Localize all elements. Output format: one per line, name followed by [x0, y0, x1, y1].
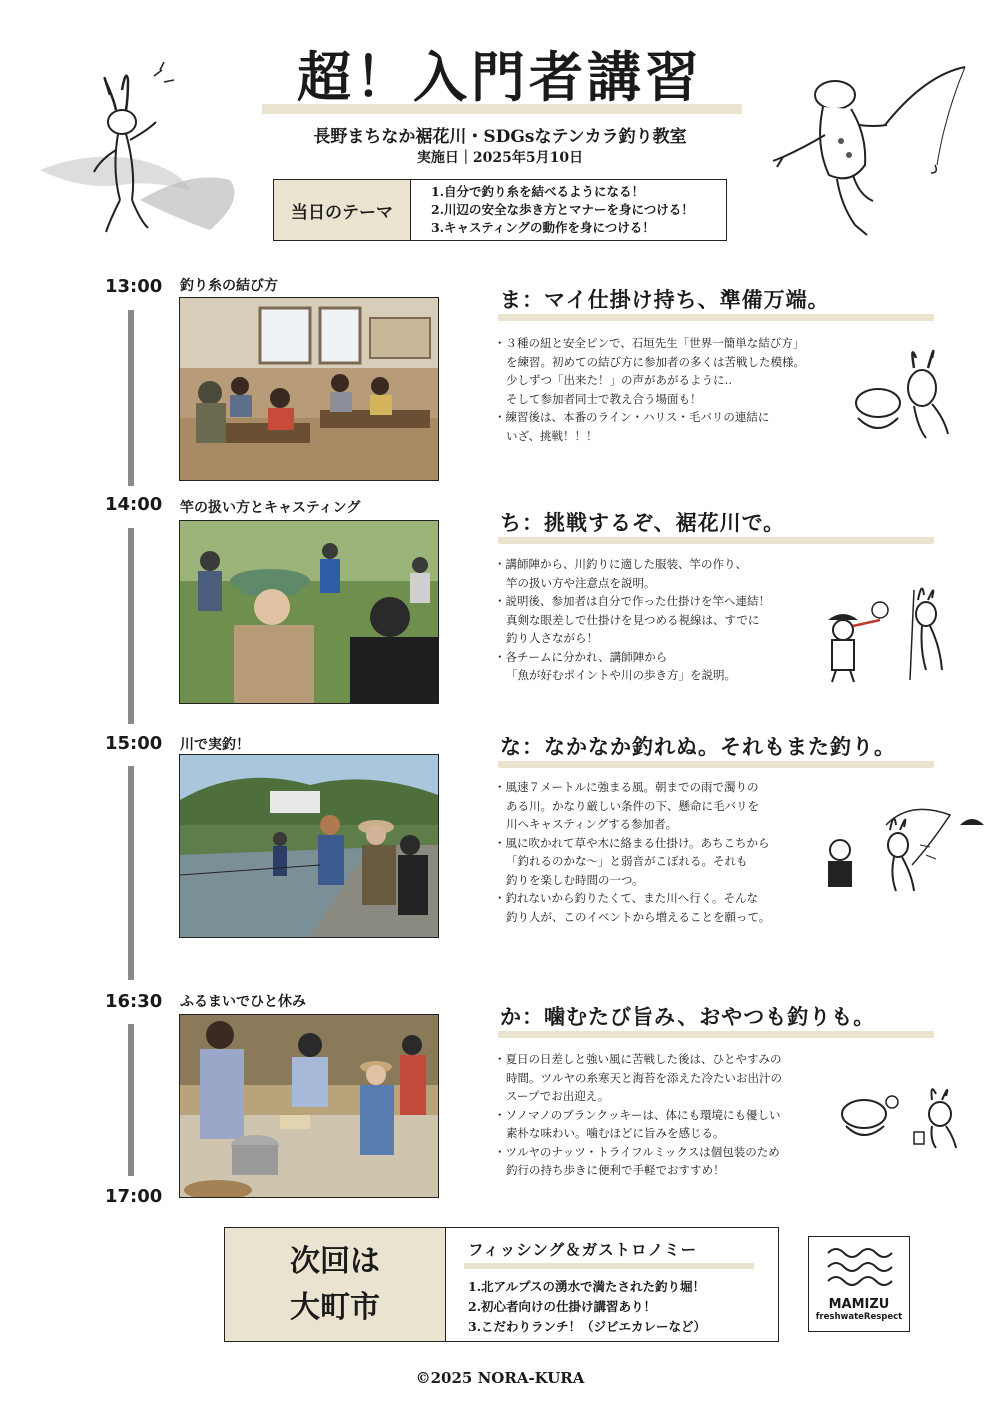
page-title: 超！入門者講習 — [297, 45, 703, 109]
section-label: 釣り糸の結び方 — [180, 278, 278, 294]
body-line: ・３種の紐と安全ピンで、石垣先生「世界一簡単な結び方」 — [494, 336, 805, 350]
next-event-list — [468, 1277, 754, 1337]
event-date: 実施日｜2025年5月10日 — [416, 150, 584, 166]
logo-tagline: freshwateRespect — [815, 1312, 903, 1322]
time-label: 14:00 — [105, 494, 163, 515]
timeline-bar — [128, 1024, 134, 1176]
theme-box — [273, 179, 727, 241]
fisherman-rabbit-sketch — [818, 580, 968, 685]
section-heading: ち：挑戦するぞ、裾花川で。 — [500, 510, 786, 535]
timeline-bar — [128, 528, 134, 724]
logo-name: MAMIZU — [828, 1297, 890, 1312]
next-event-details — [446, 1228, 754, 1341]
frog-illustration — [755, 55, 975, 245]
section-label: ふるまいでひと休み — [180, 994, 306, 1010]
theme-item: 3.キャスティングの動作を身につける！ — [431, 220, 655, 235]
photo-knot-practice — [179, 297, 439, 481]
body-line: 竿の扱い方や注意点を説明。 — [506, 575, 656, 590]
timeline-bar — [128, 766, 134, 980]
section-heading: ま：マイ仕掛け持ち、準備万端。 — [500, 287, 830, 312]
body-line: ・講師陣から、川釣りに適した服装、竿の作り、 — [494, 557, 747, 571]
mamizu-logo — [808, 1236, 910, 1332]
photo-snack-break — [179, 1014, 439, 1198]
wave-icon — [824, 1243, 894, 1291]
body-line: ある川。かなり厳しい条件の下、懸命に毛バリを — [506, 798, 759, 813]
next-event-heading: フィッシング＆ガストロノミー — [468, 1240, 698, 1259]
heading-underline — [498, 537, 934, 544]
body-line: ・練習後は、本番のライン・ハリス・毛バリの連結に — [494, 410, 770, 424]
body-line: を練習。初めての結び方に参加者の多くは苦戦した模様。 — [506, 354, 805, 369]
body-line: ・釣れないから釣りたくて、また川へ行く。そんな — [494, 891, 759, 905]
time-label: 17:00 — [105, 1186, 163, 1207]
section-body — [494, 1050, 834, 1180]
page-subtitle: 長野まちなか裾花川・SDGsなテンカラ釣り教室 — [313, 127, 687, 147]
body-line: ・風速７メートルに強まる風。朝までの雨で濁りの — [494, 780, 759, 794]
next-event-title — [225, 1228, 446, 1341]
section-body — [494, 778, 834, 926]
theme-item: 2.川辺の安全な歩き方とマナーを身につける！ — [431, 202, 694, 217]
time-label: 15:00 — [105, 733, 163, 754]
heading-underline — [464, 1263, 754, 1269]
body-line: 釣りを楽しむ時間の一つ。 — [506, 872, 644, 887]
section-label: 竿の扱い方とキャスティング — [180, 500, 361, 516]
heading-underline — [498, 1031, 934, 1038]
time-label: 16:30 — [105, 991, 163, 1012]
body-line: 素朴な味わい。噛むほどに旨みを感じる。 — [506, 1126, 725, 1140]
heading-underline — [498, 314, 934, 321]
next-event-city: 大町市 — [290, 1289, 380, 1325]
windy-rabbit-sketch — [820, 805, 990, 895]
section-heading: か：噛むたび旨み、おやつも釣りも。 — [500, 1004, 876, 1029]
section-heading: な：なかなか釣れぬ。それもまた釣り。 — [500, 734, 896, 759]
body-line: 時間。ツルヤの糸寒天と海苔を添えた冷たいお出汁の — [506, 1070, 782, 1085]
theme-label: 当日のテーマ — [274, 180, 411, 240]
snack-frog-rabbit-sketch — [836, 1082, 966, 1152]
section-body — [494, 555, 834, 685]
body-line: ・説明後、参加者は自分で作った仕掛けを竿へ連結！ — [494, 594, 770, 608]
body-line: ・夏日の日差しと強い風に苦戦した後は、ひとやすみの — [494, 1052, 782, 1066]
theme-item: 1.自分で釣り糸を結べるようになる！ — [431, 184, 645, 199]
next-event-item: 2.初心者向けの仕掛け講習あり！ — [468, 1299, 657, 1314]
body-line: 川へキャスティングする参加者。 — [506, 817, 678, 831]
photo-river-fishing — [179, 754, 439, 938]
copyright: ©2025 NORA-KURA — [415, 1369, 585, 1387]
body-line: ・ツルヤのナッツ・トライフルミックスは個包装のため — [494, 1144, 780, 1159]
next-event-item: 3.こだわりランチ！（ジビエカレーなど） — [468, 1319, 707, 1334]
body-line: 釣り人が、このイベントから増えることを願って。 — [506, 909, 771, 924]
time-label: 13:00 — [105, 276, 163, 297]
body-line: 「釣れるのかな〜」と弱音がこぼれる。それも — [506, 854, 748, 868]
section-label: 川で実釣！ — [180, 737, 250, 753]
body-line: ・ソノマノのブランクッキーは、体にも環境にも優しい — [494, 1107, 781, 1122]
next-event-line: 次回は — [290, 1243, 380, 1279]
body-line: 少しずつ「出来た！」の声があがるように‥ — [506, 373, 733, 387]
body-line: 釣行の持ち歩きに便利で手軽でおすすめ！ — [506, 1163, 725, 1177]
body-line: いざ、挑戦！！！ — [506, 428, 598, 443]
next-event-item: 1.北アルプスの湧水で満たされた釣り堀！ — [468, 1279, 706, 1294]
next-event-box — [224, 1227, 779, 1342]
body-line: 真剣な眼差しで仕掛けを見つめる視線は、すでに — [506, 612, 760, 627]
heading-underline — [498, 761, 934, 768]
photo-rod-handling — [179, 520, 439, 704]
body-line: 「魚が好むポイントや川の歩き方」を説明。 — [506, 668, 736, 682]
body-line: スープでお出迎え。 — [506, 1089, 610, 1103]
body-line: ・各チームに分かれ、講師陣から — [494, 649, 668, 664]
section-body — [494, 334, 834, 445]
body-line: 釣り人さながら！ — [506, 631, 598, 645]
body-line: ・風に吹かれて草や木に絡まる仕掛け。あちこちから — [494, 835, 770, 850]
theme-list — [411, 180, 694, 240]
timeline-bar — [128, 310, 134, 486]
rabbit-illustration — [30, 60, 250, 240]
body-line: そして参加者同士で教え合う場面も！ — [506, 391, 702, 406]
frog-rabbit-sketch — [848, 338, 958, 448]
